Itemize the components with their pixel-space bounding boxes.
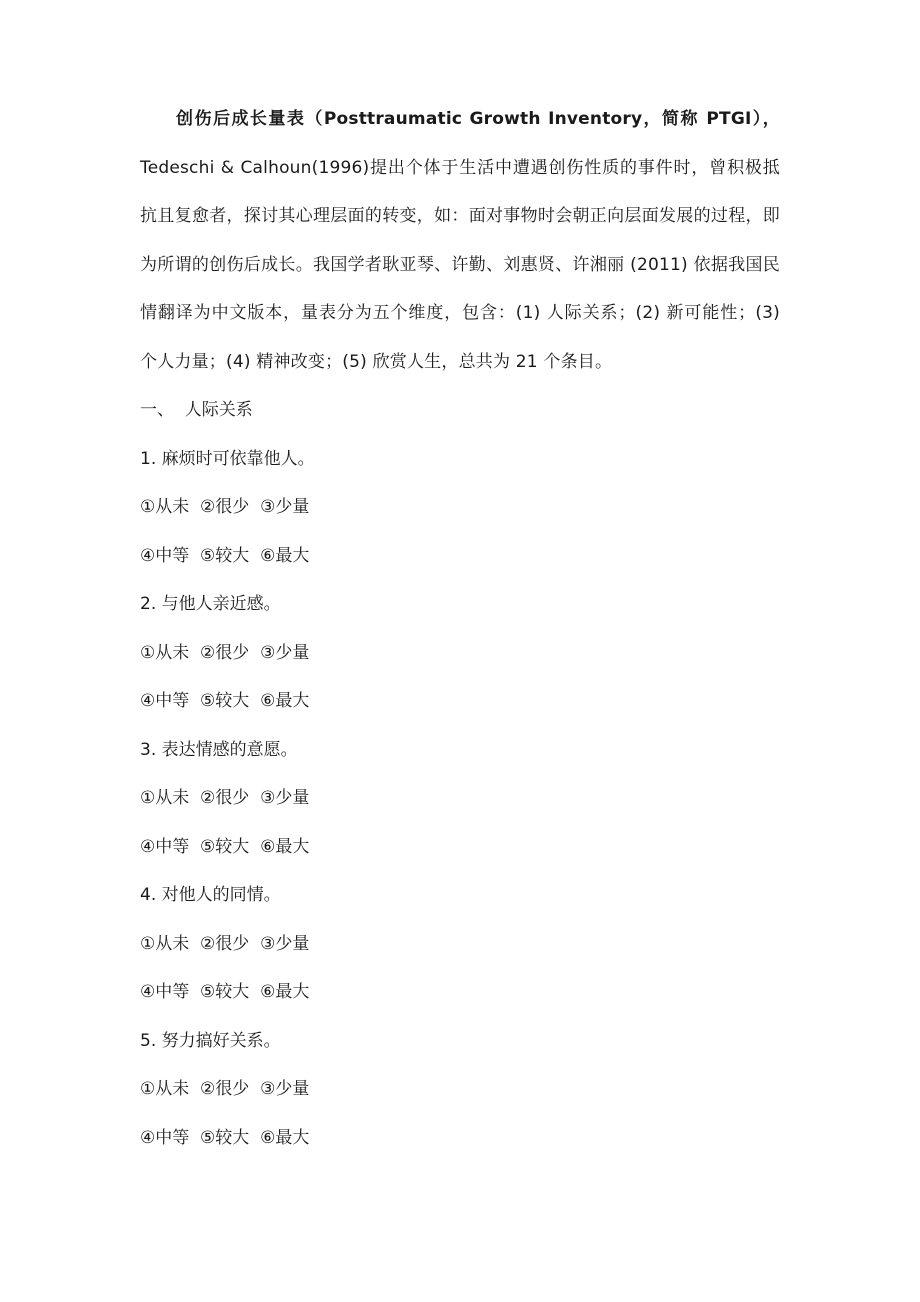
item-options-row2: ④中等 ⑤较大 ⑥最大: [140, 982, 310, 1002]
intro-body: Tedeschi & Calhoun(1996)提出个体于生活中遭遇创伤性质的事件时，曾积极抵抗且复愈者，探讨其心理层面的转变，如：面对事物时会朝正向层面发展的过程，即为所谓的创伤后成长。我国学者耿亚琴、许勤、刘惠贤、许湘丽 (2011) 依据我国民情翻译为中文版本，量表分为五个维度，包含：(1) 人际关系；(2) 新可能性；(3) 个人力量；(4) 精神改变；(5) 欣赏人生，总共为 21 个条目。: [140, 157, 780, 372]
item-options-row2: ④中等 ⑤较大 ⑥最大: [140, 545, 310, 566]
item-options-row1: ①从未 ②很少 ③少量: [140, 788, 310, 808]
intro-paragraph: [140, 95, 780, 386]
item-options-row2: ④中等 ⑤较大 ⑥最大: [140, 1127, 310, 1148]
list-item: [140, 871, 780, 1017]
list-item: [140, 435, 780, 581]
scale-title: 创伤后成长量表（Posttraumatic Growth Inventory，简称 PTGI），: [176, 109, 780, 129]
item-options-row1: ①从未 ②很少 ③少量: [140, 1079, 310, 1099]
item-question: 3. 表达情感的意愿。: [140, 739, 298, 760]
list-item: [140, 1017, 780, 1163]
item-options-row2: ④中等 ⑤较大 ⑥最大: [140, 836, 310, 857]
item-options-row1: ①从未 ②很少 ③少量: [140, 933, 310, 954]
item-question: 2. 与他人亲近感。: [140, 594, 281, 614]
item-question: 1. 麻烦时可依靠他人。: [140, 448, 315, 469]
list-item: [140, 726, 780, 872]
item-list: [140, 435, 780, 1163]
item-options-row1: ①从未 ②很少 ③少量: [140, 642, 310, 663]
document-page: [140, 95, 780, 1162]
list-item: [140, 580, 780, 726]
section-title: 一、 人际关系: [140, 400, 253, 420]
item-question: 5. 努力搞好关系。: [140, 1030, 281, 1051]
item-options-row2: ④中等 ⑤较大 ⑥最大: [140, 691, 310, 711]
item-question: 4. 对他人的同情。: [140, 885, 281, 905]
item-options-row1: ①从未 ②很少 ③少量: [140, 497, 310, 517]
